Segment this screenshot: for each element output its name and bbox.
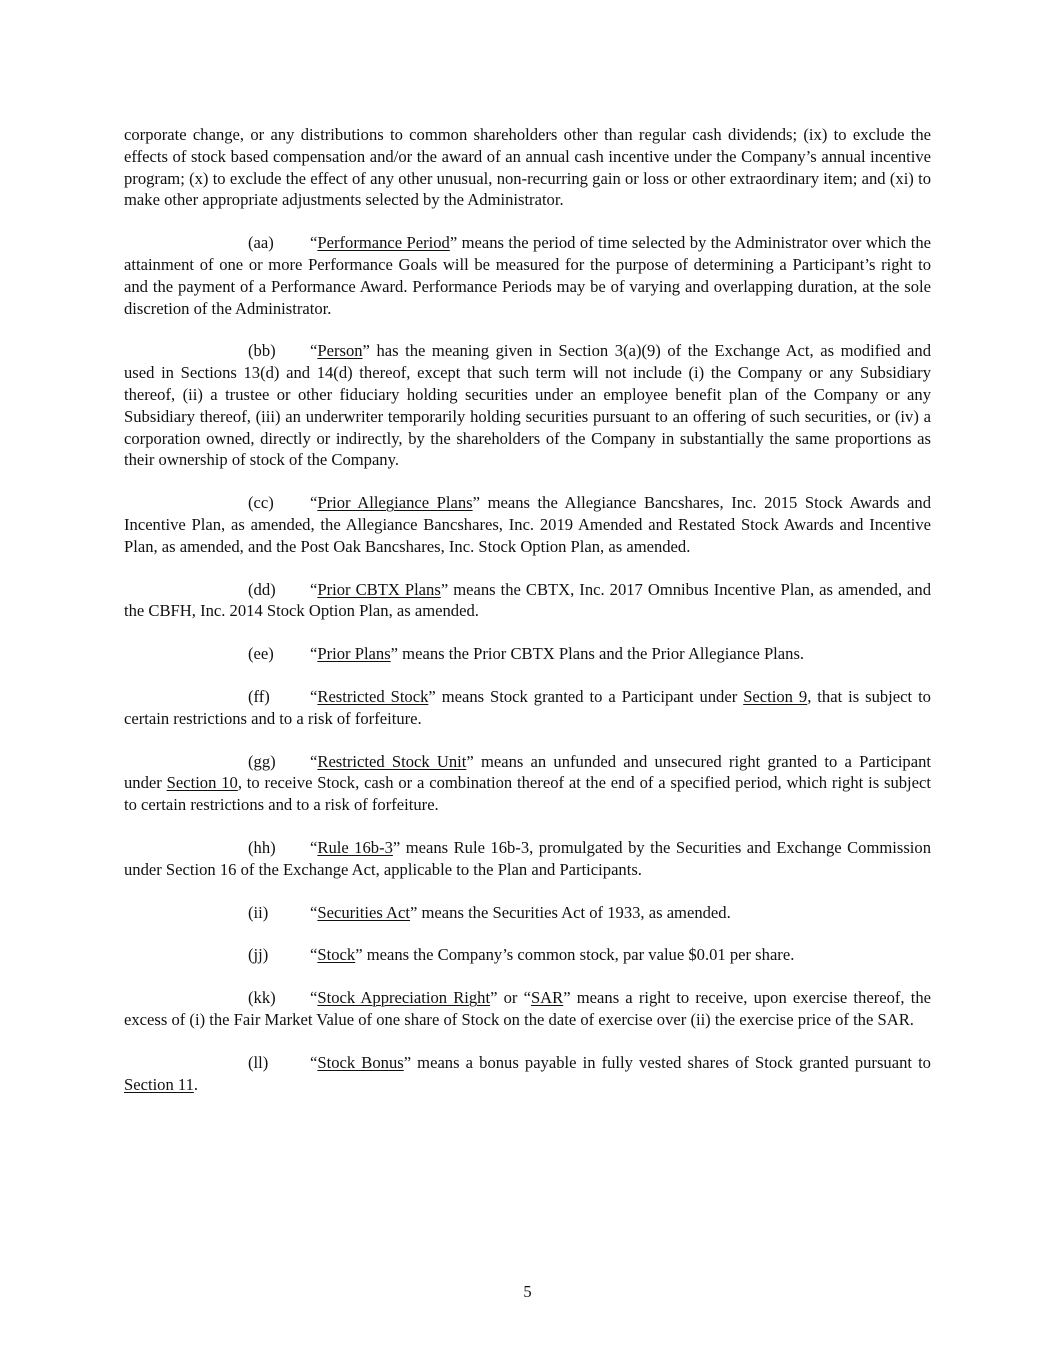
definition-kk bbox=[124, 987, 931, 1031]
definition-text: ” means the CBTX, Inc. 2017 Omnibus Incentive Plan, as amended, and the CBFH, Inc. 2014 Stock Option Plan, as amended. bbox=[124, 579, 931, 621]
definition-label: (ff) bbox=[248, 686, 270, 706]
definition-text: ” means a right to receive, upon exercise thereof, the excess of (i) the Fair Market Value of one share of Stock on the date of exercise over (ii) the exercise price of the SAR. bbox=[124, 988, 931, 1029]
definition-label: (aa) bbox=[248, 233, 274, 253]
defined-term: Prior Allegiance Plans bbox=[317, 493, 473, 513]
definition-text: ” means the Allegiance Bancshares, Inc. 2015 Stock Awards and Incentive Plan, as amended, the Allegiance Bancshares, Inc. 2019 Amended and Restated Stock Awards and Incentive Plan, as amended, and the Post Oak Bancshares, Inc. Stock Option Plan, as amended. bbox=[124, 493, 931, 556]
definition-label: (bb) bbox=[248, 341, 276, 361]
definition-ee bbox=[124, 643, 931, 665]
open-quote: “ bbox=[310, 945, 318, 965]
definition-text: , to receive Stock, cash or a combination thereof at the end of a specified period, which right is subject to certain restrictions and to a risk of forfeiture. bbox=[124, 773, 931, 815]
definition-text: ” means the period of time selected by the Administrator over which the attainment of one or more Performance Goals will be measured for the purpose of determining a Participant’s right to and the payment of a Performance Award. Performance Periods may be of varying and overlapping duration, at the sole discretion of the Administrator. bbox=[124, 233, 931, 318]
definition-label: (ee) bbox=[248, 644, 274, 664]
intro-paragraph: corporate change, or any distributions to common shareholders other than regular cash dividends; (ix) to exclude the effects of stock based compensation and/or the award of an annual cash incentive under the Company’s annual incentive program; (x) to exclude the effect of any other unusual, non-recurring gain or loss or other extraordinary item; and (xi) to make other appropriate adjustments selected by the Administrator. bbox=[124, 125, 931, 210]
definition-label: (jj) bbox=[248, 945, 269, 965]
definition-ii bbox=[124, 902, 931, 924]
defined-term: Prior CBTX Plans bbox=[317, 579, 441, 599]
definition-hh bbox=[124, 837, 931, 881]
section-reference: Section 10 bbox=[166, 773, 238, 793]
definition-text: , that is subject to certain restrictions and to a risk of forfeiture. bbox=[124, 686, 931, 728]
definition-dd bbox=[124, 579, 931, 623]
open-quote: “ bbox=[310, 686, 318, 706]
definition-text: ” has the meaning given in Section 3(a)(9) of the Exchange Act, as modified and used in Sections 13(d) and 14(d) thereof, except that such term will not include (i) the Company or any Subsidiary thereof, (ii) a trustee or other fiduciary holding securities under an employee benefit plan of the Company or any Subsidiary thereof, (iii) an underwriter temporarily holding securities pursuant to an offering of such securities, or (iv) a corporation owned, directly or indirectly, by the shareholders of the Company in substantially the same proportions as their ownership of stock of the Company. bbox=[124, 341, 931, 470]
open-quote: “ bbox=[310, 644, 318, 664]
definition-label: (ii) bbox=[248, 902, 269, 922]
definition-aa bbox=[124, 232, 931, 319]
definition-text: ” means Rule 16b-3, promulgated by the Securities and Exchange Commission under Section 16 of the Exchange Act, applicable to the Plan and Participants. bbox=[124, 837, 932, 879]
page-number: 5 bbox=[523, 1282, 532, 1301]
defined-term: Prior Plans bbox=[317, 644, 391, 664]
open-quote: “ bbox=[310, 902, 318, 922]
defined-term: Person bbox=[317, 341, 363, 361]
definition-text: . bbox=[193, 1074, 199, 1094]
defined-term: Stock Bonus bbox=[317, 1052, 404, 1072]
defined-term: Stock bbox=[317, 945, 356, 965]
definition-text: ” means Stock granted to a Participant under bbox=[428, 686, 744, 706]
open-quote: “ bbox=[310, 1052, 318, 1072]
open-quote: “ bbox=[310, 751, 318, 771]
definition-text: ” or “ bbox=[490, 988, 531, 1008]
definition-text: ” means the Company’s common stock, par value $0.01 per share. bbox=[355, 945, 795, 965]
section-reference: Section 9 bbox=[743, 686, 808, 706]
definition-label: (gg) bbox=[248, 751, 276, 771]
defined-term: Stock Appreciation Right bbox=[317, 988, 491, 1008]
defined-term: Rule 16b-3 bbox=[317, 837, 393, 857]
definition-ll bbox=[124, 1052, 931, 1096]
open-quote: “ bbox=[310, 493, 318, 513]
definition-label: (hh) bbox=[248, 837, 276, 857]
definition-label: (cc) bbox=[248, 493, 274, 513]
definition-cc bbox=[124, 492, 931, 557]
open-quote: “ bbox=[310, 837, 318, 857]
definition-text: ” means an unfunded and unsecured right granted to a Participant under bbox=[124, 751, 932, 793]
definition-text: ” means the Securities Act of 1933, as amended. bbox=[410, 902, 731, 922]
definition-label: (dd) bbox=[248, 579, 276, 599]
definition-jj bbox=[124, 944, 931, 966]
definition-ff bbox=[124, 686, 931, 730]
defined-term: Performance Period bbox=[317, 233, 450, 253]
definition-label: (ll) bbox=[248, 1052, 269, 1072]
definition-bb bbox=[124, 340, 931, 471]
document-page bbox=[124, 124, 931, 1116]
open-quote: “ bbox=[310, 341, 318, 361]
definition-text: ” means a bonus payable in fully vested shares of Stock granted pursuant to bbox=[403, 1052, 931, 1072]
defined-term: SAR bbox=[530, 988, 564, 1008]
definition-label: (kk) bbox=[248, 988, 276, 1008]
open-quote: “ bbox=[310, 988, 318, 1008]
defined-term: Securities Act bbox=[317, 902, 411, 922]
defined-term: Restricted Stock Unit bbox=[317, 751, 467, 771]
section-reference: Section 11 bbox=[124, 1074, 194, 1094]
definition-text: ” means the Prior CBTX Plans and the Prior Allegiance Plans. bbox=[390, 644, 805, 664]
open-quote: “ bbox=[310, 233, 318, 253]
definition-gg bbox=[124, 751, 931, 816]
open-quote: “ bbox=[310, 579, 318, 599]
defined-term: Restricted Stock bbox=[317, 686, 429, 706]
